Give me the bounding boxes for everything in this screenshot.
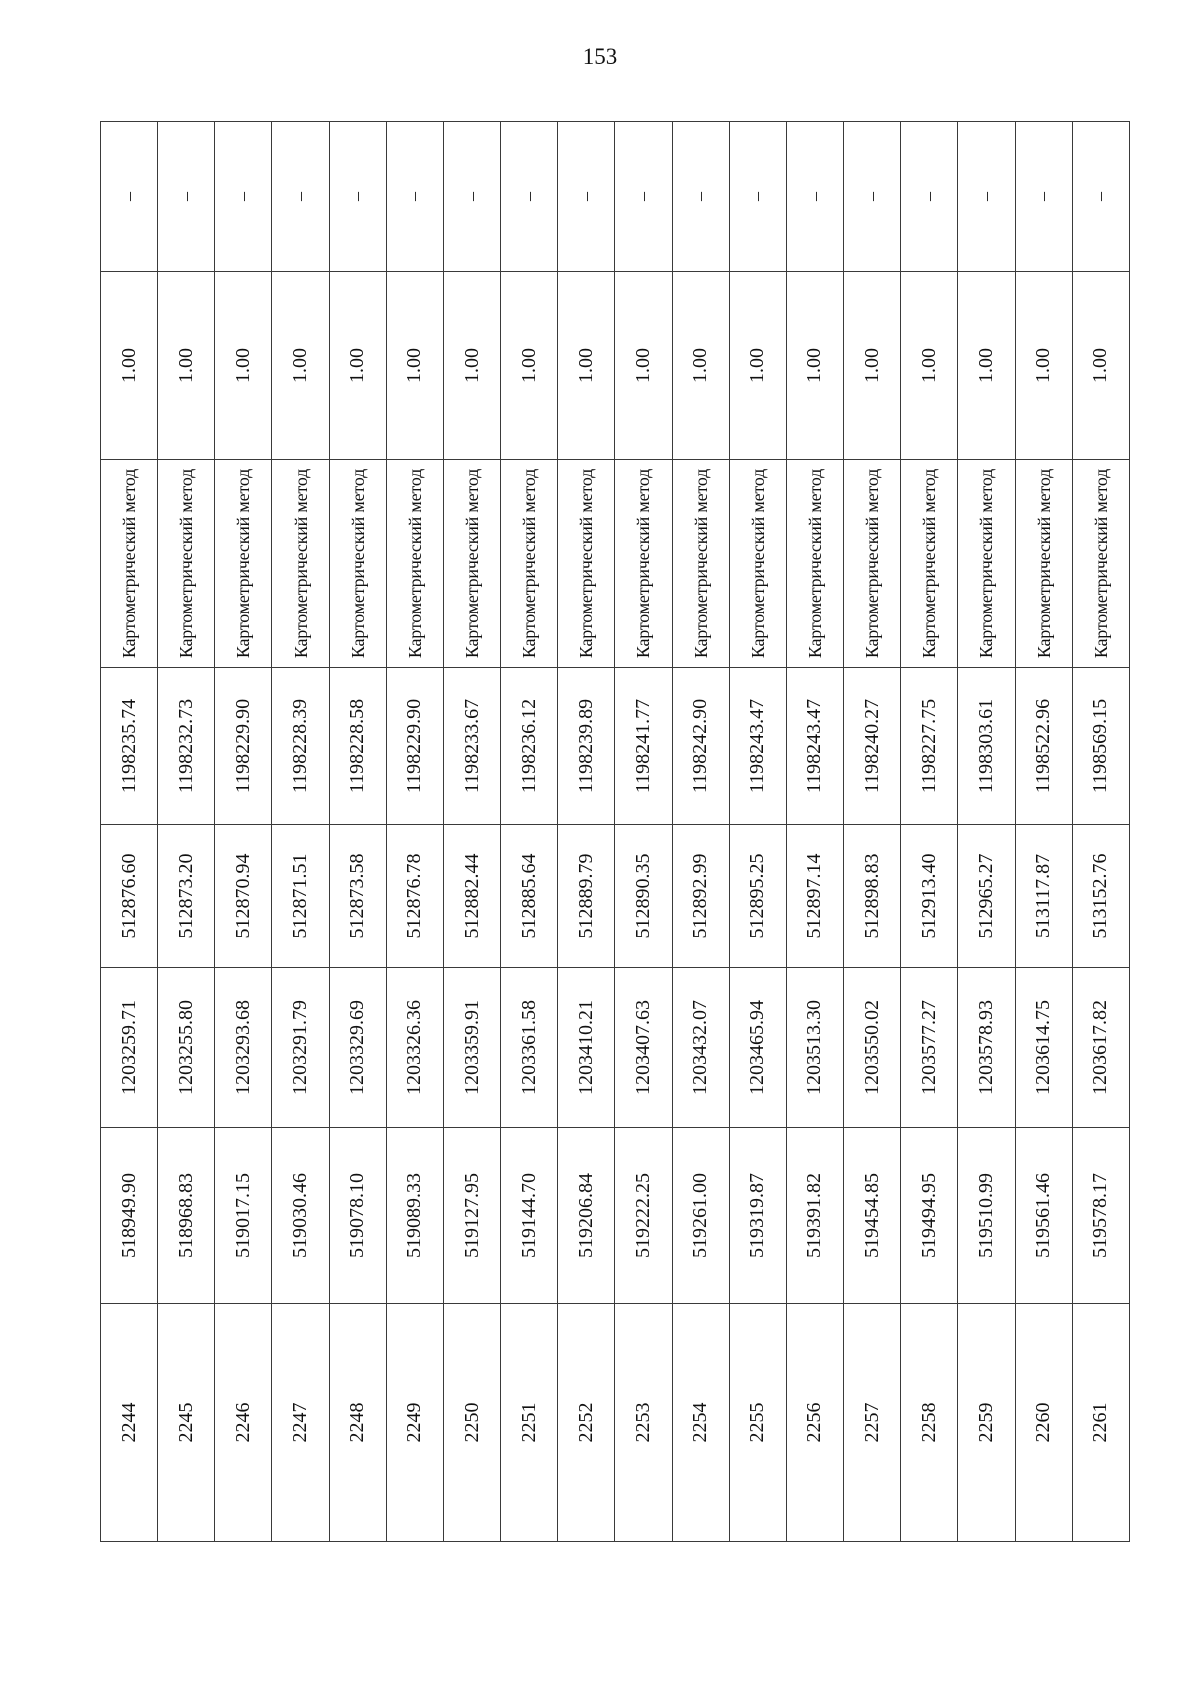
x1-coordinate-cell: 519561.46: [1015, 1128, 1072, 1304]
point-number-cell: 2260: [1015, 1304, 1072, 1542]
x2-coordinate-cell: 513152.76: [1072, 825, 1129, 968]
accuracy-cell: 1.00: [272, 272, 329, 460]
accuracy-cell: 1.00: [786, 272, 843, 460]
x2-coordinate-cell: 512882.44: [443, 825, 500, 968]
point-number-cell: 2257: [844, 1304, 901, 1542]
x1-coordinate-cell: 519391.82: [786, 1128, 843, 1304]
method-cell: Картометрический метод: [901, 460, 958, 668]
y2-coordinate-cell: 1198240.27: [844, 668, 901, 825]
x1-coordinate-cell: 519454.85: [844, 1128, 901, 1304]
accuracy-cell: 1.00: [844, 272, 901, 460]
table-row: [386, 122, 443, 1542]
accuracy-cell: 1.00: [501, 272, 558, 460]
note-cell: –: [158, 122, 215, 272]
y2-coordinate-cell: 1198229.90: [215, 668, 272, 825]
note-cell: –: [786, 122, 843, 272]
rotated-table-container: [100, 122, 1130, 1542]
x2-coordinate-cell: 512889.79: [558, 825, 615, 968]
note-cell: –: [329, 122, 386, 272]
y2-coordinate-cell: 1198228.58: [329, 668, 386, 825]
y1-coordinate-cell: 1203291.79: [272, 968, 329, 1128]
y2-coordinate-cell: 1198242.90: [672, 668, 729, 825]
coordinates-table: [100, 121, 1130, 1542]
table-body: [101, 122, 1130, 1542]
accuracy-cell: 1.00: [1015, 272, 1072, 460]
method-cell: Картометрический метод: [558, 460, 615, 668]
y1-coordinate-cell: 1203432.07: [672, 968, 729, 1128]
method-cell: Картометрический метод: [1015, 460, 1072, 668]
x1-coordinate-cell: 519578.17: [1072, 1128, 1129, 1304]
y2-coordinate-cell: 1198235.74: [101, 668, 158, 825]
method-cell: Картометрический метод: [958, 460, 1015, 668]
point-number-cell: 2259: [958, 1304, 1015, 1542]
point-number-cell: 2246: [215, 1304, 272, 1542]
y1-coordinate-cell: 1203255.80: [158, 968, 215, 1128]
accuracy-cell: 1.00: [901, 272, 958, 460]
y2-coordinate-cell: 1198233.67: [443, 668, 500, 825]
y2-coordinate-cell: 1198569.15: [1072, 668, 1129, 825]
table-row: [272, 122, 329, 1542]
y2-coordinate-cell: 1198241.77: [615, 668, 672, 825]
table-row: [558, 122, 615, 1542]
point-number-cell: 2251: [501, 1304, 558, 1542]
y1-coordinate-cell: 1203329.69: [329, 968, 386, 1128]
y1-coordinate-cell: 1203293.68: [215, 968, 272, 1128]
y1-coordinate-cell: 1203361.58: [501, 968, 558, 1128]
x2-coordinate-cell: 512913.40: [901, 825, 958, 968]
method-cell: Картометрический метод: [101, 460, 158, 668]
accuracy-cell: 1.00: [386, 272, 443, 460]
note-cell: –: [558, 122, 615, 272]
y2-coordinate-cell: 1198303.61: [958, 668, 1015, 825]
x1-coordinate-cell: 519510.99: [958, 1128, 1015, 1304]
note-cell: –: [729, 122, 786, 272]
y2-coordinate-cell: 1198232.73: [158, 668, 215, 825]
method-cell: Картометрический метод: [158, 460, 215, 668]
y1-coordinate-cell: 1203614.75: [1015, 968, 1072, 1128]
y1-coordinate-cell: 1203410.21: [558, 968, 615, 1128]
x1-coordinate-cell: 519127.95: [443, 1128, 500, 1304]
y2-coordinate-cell: 1198228.39: [272, 668, 329, 825]
note-cell: –: [615, 122, 672, 272]
y2-coordinate-cell: 1198243.47: [786, 668, 843, 825]
point-number-cell: 2255: [729, 1304, 786, 1542]
point-number-cell: 2245: [158, 1304, 215, 1542]
x2-coordinate-cell: 512871.51: [272, 825, 329, 968]
accuracy-cell: 1.00: [729, 272, 786, 460]
accuracy-cell: 1.00: [158, 272, 215, 460]
point-number-cell: 2252: [558, 1304, 615, 1542]
y1-coordinate-cell: 1203407.63: [615, 968, 672, 1128]
accuracy-cell: 1.00: [615, 272, 672, 460]
y1-coordinate-cell: 1203259.71: [101, 968, 158, 1128]
x2-coordinate-cell: 512898.83: [844, 825, 901, 968]
x1-coordinate-cell: 519078.10: [329, 1128, 386, 1304]
method-cell: Картометрический метод: [729, 460, 786, 668]
method-cell: Картометрический метод: [501, 460, 558, 668]
table-row: [1015, 122, 1072, 1542]
note-cell: –: [272, 122, 329, 272]
x1-coordinate-cell: 519319.87: [729, 1128, 786, 1304]
x2-coordinate-cell: 512892.99: [672, 825, 729, 968]
x1-coordinate-cell: 519144.70: [501, 1128, 558, 1304]
method-cell: Картометрический метод: [672, 460, 729, 668]
note-cell: –: [215, 122, 272, 272]
note-cell: –: [101, 122, 158, 272]
note-cell: –: [958, 122, 1015, 272]
point-number-cell: 2254: [672, 1304, 729, 1542]
x2-coordinate-cell: 512895.25: [729, 825, 786, 968]
accuracy-cell: 1.00: [958, 272, 1015, 460]
point-number-cell: 2244: [101, 1304, 158, 1542]
table-row: [1072, 122, 1129, 1542]
table-row: [901, 122, 958, 1542]
point-number-cell: 2247: [272, 1304, 329, 1542]
table-row: [501, 122, 558, 1542]
y1-coordinate-cell: 1203550.02: [844, 968, 901, 1128]
x2-coordinate-cell: 512876.78: [386, 825, 443, 968]
x2-coordinate-cell: 512873.20: [158, 825, 215, 968]
x2-coordinate-cell: 512897.14: [786, 825, 843, 968]
y2-coordinate-cell: 1198243.47: [729, 668, 786, 825]
y2-coordinate-cell: 1198229.90: [386, 668, 443, 825]
y2-coordinate-cell: 1198522.96: [1015, 668, 1072, 825]
table-row: [672, 122, 729, 1542]
y1-coordinate-cell: 1203465.94: [729, 968, 786, 1128]
y1-coordinate-cell: 1203513.30: [786, 968, 843, 1128]
table-row: [729, 122, 786, 1542]
table-row: [158, 122, 215, 1542]
y1-coordinate-cell: 1203578.93: [958, 968, 1015, 1128]
accuracy-cell: 1.00: [672, 272, 729, 460]
x2-coordinate-cell: 512965.27: [958, 825, 1015, 968]
table-row: [786, 122, 843, 1542]
x2-coordinate-cell: 512885.64: [501, 825, 558, 968]
x1-coordinate-cell: 519089.33: [386, 1128, 443, 1304]
note-cell: –: [1072, 122, 1129, 272]
y2-coordinate-cell: 1198236.12: [501, 668, 558, 825]
accuracy-cell: 1.00: [443, 272, 500, 460]
point-number-cell: 2248: [329, 1304, 386, 1542]
note-cell: –: [386, 122, 443, 272]
x2-coordinate-cell: 512890.35: [615, 825, 672, 968]
method-cell: Картометрический метод: [844, 460, 901, 668]
page-number: 153: [582, 44, 618, 69]
method-cell: Картометрический метод: [329, 460, 386, 668]
accuracy-cell: 1.00: [1072, 272, 1129, 460]
x1-coordinate-cell: 519222.25: [615, 1128, 672, 1304]
table-row: [215, 122, 272, 1542]
table-row: [443, 122, 500, 1542]
method-cell: Картометрический метод: [786, 460, 843, 668]
x2-coordinate-cell: 513117.87: [1015, 825, 1072, 968]
point-number-cell: 2249: [386, 1304, 443, 1542]
note-cell: –: [844, 122, 901, 272]
table-row: [615, 122, 672, 1542]
x1-coordinate-cell: 518968.83: [158, 1128, 215, 1304]
point-number-cell: 2256: [786, 1304, 843, 1542]
accuracy-cell: 1.00: [101, 272, 158, 460]
note-cell: –: [901, 122, 958, 272]
accuracy-cell: 1.00: [558, 272, 615, 460]
y1-coordinate-cell: 1203617.82: [1072, 968, 1129, 1128]
x2-coordinate-cell: 512873.58: [329, 825, 386, 968]
point-number-cell: 2250: [443, 1304, 500, 1542]
note-cell: –: [672, 122, 729, 272]
x1-coordinate-cell: 519206.84: [558, 1128, 615, 1304]
method-cell: Картометрический метод: [615, 460, 672, 668]
y2-coordinate-cell: 1198227.75: [901, 668, 958, 825]
x1-coordinate-cell: 519030.46: [272, 1128, 329, 1304]
method-cell: Картометрический метод: [1072, 460, 1129, 668]
x2-coordinate-cell: 512876.60: [101, 825, 158, 968]
y2-coordinate-cell: 1198239.89: [558, 668, 615, 825]
note-cell: –: [1015, 122, 1072, 272]
table-row: [958, 122, 1015, 1542]
y1-coordinate-cell: 1203359.91: [443, 968, 500, 1128]
accuracy-cell: 1.00: [215, 272, 272, 460]
method-cell: Картометрический метод: [386, 460, 443, 668]
note-cell: –: [443, 122, 500, 272]
point-number-cell: 2261: [1072, 1304, 1129, 1542]
x1-coordinate-cell: 519017.15: [215, 1128, 272, 1304]
note-cell: –: [501, 122, 558, 272]
accuracy-cell: 1.00: [329, 272, 386, 460]
point-number-cell: 2253: [615, 1304, 672, 1542]
table-row: [101, 122, 158, 1542]
point-number-cell: 2258: [901, 1304, 958, 1542]
x1-coordinate-cell: 519261.00: [672, 1128, 729, 1304]
method-cell: Картометрический метод: [272, 460, 329, 668]
y1-coordinate-cell: 1203577.27: [901, 968, 958, 1128]
method-cell: Картометрический метод: [215, 460, 272, 668]
x1-coordinate-cell: 518949.90: [101, 1128, 158, 1304]
table-row: [844, 122, 901, 1542]
method-cell: Картометрический метод: [443, 460, 500, 668]
table-row: [329, 122, 386, 1542]
y1-coordinate-cell: 1203326.36: [386, 968, 443, 1128]
x1-coordinate-cell: 519494.95: [901, 1128, 958, 1304]
x2-coordinate-cell: 512870.94: [215, 825, 272, 968]
